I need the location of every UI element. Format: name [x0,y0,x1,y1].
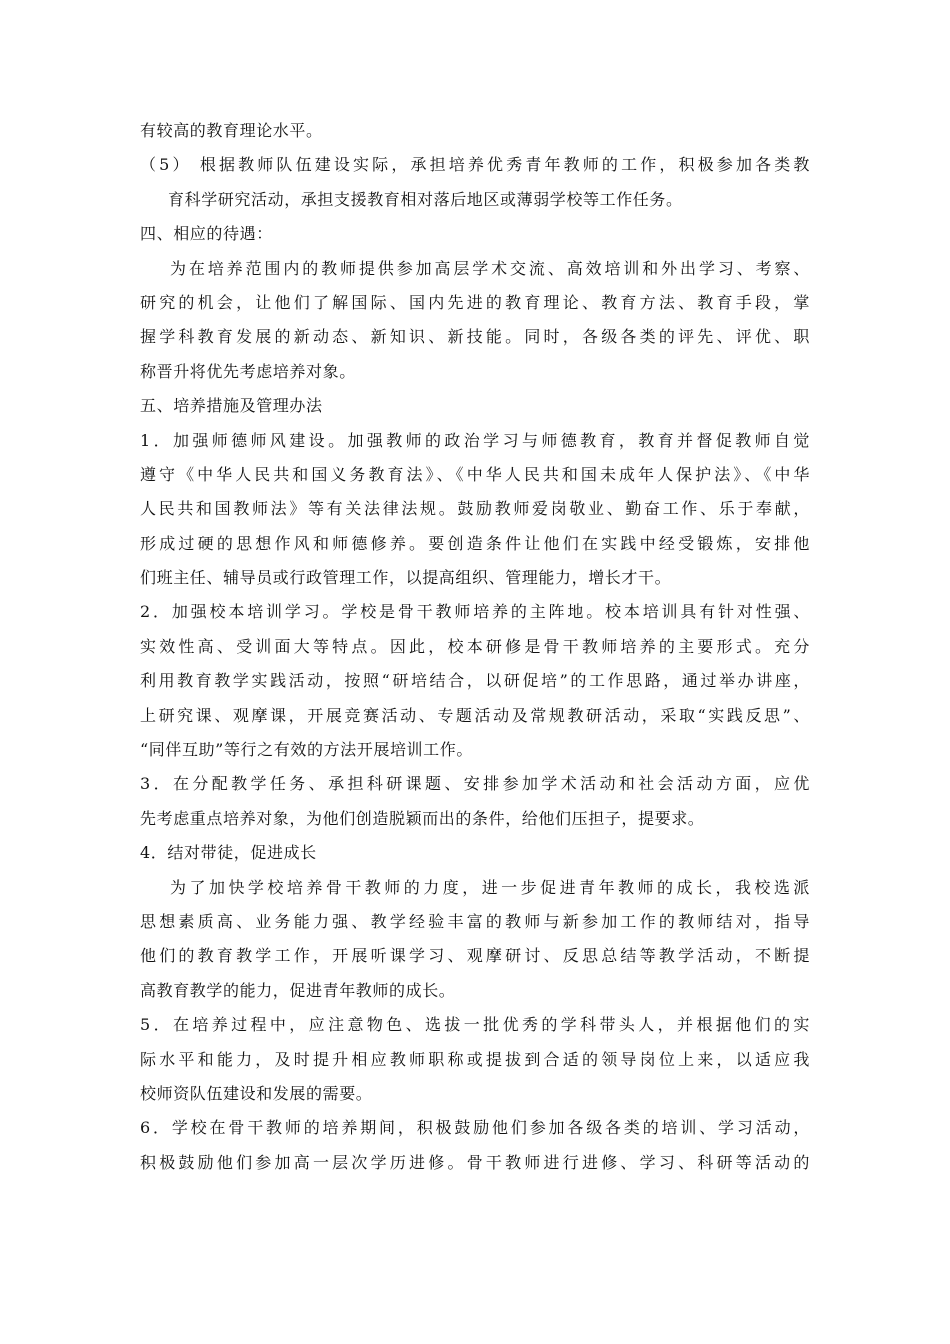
text-line: 形成过硬的思想作风和师德修养。要创造条件让他们在实践中经受锻炼，安排他 [140,533,810,553]
text-line: 先考虑重点培养对象，为他们创造脱颖而出的条件，给他们压担子，提要求。 [140,808,705,828]
text-line: 高教育教学的能力，促进青年教师的成长。 [140,980,456,1000]
list-item-2: 2．加强校本培训学习。学校是骨干教师培养的主阵地。校本培训具有针对性强、 [140,602,810,622]
text-line: 上研究课、观摩课，开展竞赛活动、专题活动及常规教研活动，采取“实践反思”、 [140,705,810,725]
text-line: 人民共和国教师法》等有关法律法规。鼓励教师爱岗敬业、勤奋工作、乐于奉献， [140,499,810,519]
text-line: “同伴互助”等行之有效的方法开展培训工作。 [140,740,473,760]
list-item-3: 3．在分配教学任务、承担科研课题、安排参加学术活动和社会活动方面，应优 [140,774,810,794]
text-line: 实效性高、受训面大等特点。因此，校本研修是骨干教师培养的主要形式。充分 [140,636,810,656]
list-item-6: 6．学校在骨干教师的培养期间，积极鼓励他们参加各级各类的培训、学习活动， [140,1118,810,1138]
list-item-5-measure: 5．在培养过程中，应注意物色、选拔一批优秀的学科带头人，并根据他们的实 [140,1015,810,1035]
text-line: 思想素质高、业务能力强、教学经验丰富的教师与新参加工作的教师结对，指导 [140,911,810,931]
list-item-5: （5） 根据教师队伍建设实际，承担培养优秀青年教师的工作，积极参加各类教 [140,155,810,175]
text-line: 有较高的教育理论水平。 [140,121,323,140]
text-line: 遵守《中华人民共和国义务教育法》、《中华人民共和国未成年人保护法》、《中华 [140,464,810,484]
text-line: 际水平和能力，及时提升相应教师职称或提拔到合适的领导岗位上来，以适应我 [140,1049,810,1069]
text-line: 们班主任、辅导员或行政管理工作，以提高组织、管理能力，增长才干。 [140,568,672,588]
text-line: 利用教育教学实践活动，按照“研培结合，以研促培”的工作思路，通过举办讲座， [140,671,810,691]
list-item-4: 4．结对带徒，促进成长 [140,843,317,863]
text-line: 称晋升将优先考虑培养对象。 [140,361,356,381]
text-line: 校师资队伍建设和发展的需要。 [140,1083,373,1103]
text-line: 握学科教育发展的新动态、新知识、新技能。同时，各级各类的评先、评优、职 [140,327,810,347]
text-line: 积极鼓励他们参加高一层次学历进修。骨干教师进行进修、学习、科研等活动的 [140,1152,810,1172]
text-line: 育科学研究活动，承担支援教育相对落后地区或薄弱学校等工作任务。 [168,189,683,209]
list-item-1: 1．加强师德师风建设。加强教师的政治学习与师德教育，教育并督促教师自觉 [140,430,810,450]
paragraph-first-line: 为在培养范围内的教师提供参加高层学术交流、高效培训和外出学习、考察、 [170,258,810,278]
text-line: 他们的教育教学工作，开展听课学习、观摩研讨、反思总结等教学活动，不断提 [140,946,810,966]
document-body [140,114,810,1180]
section-heading-5: 五、培养措施及管理办法 [140,396,323,416]
paragraph-first-line: 为了加快学校培养骨干教师的力度，进一步促进青年教师的成长，我校选派 [170,877,810,897]
section-heading-4: 四、相应的待遇： [140,224,273,244]
text-line: 研究的机会，让他们了解国际、国内先进的教育理论、教育方法、教育手段，掌 [140,292,810,312]
